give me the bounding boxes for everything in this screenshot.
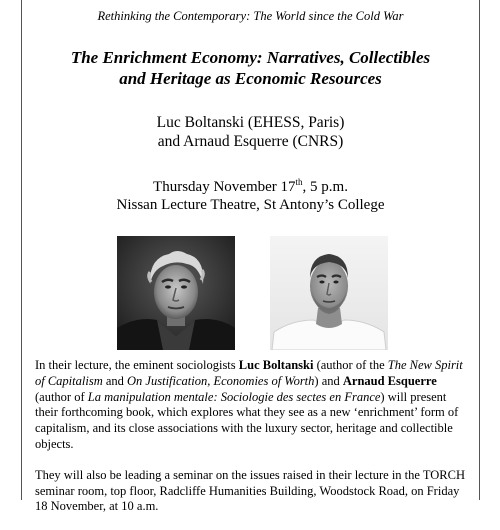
event-location [22,196,479,214]
book-title-manipulation-mentale: La manipulation mentale: Sociologie des sectes en France [87,389,381,404]
event-venue: Nissan Lecture Theatre [116,197,257,213]
lecture-title-line-1: The Enrichment Economy: Narratives, Collectibles [70,48,431,67]
speaker-line-1: Luc Boltanski (EHESS, Paris) [156,114,345,131]
paragraph1-text-1: In their lecture, the eminent sociologists [35,358,239,372]
flyer-page [21,0,480,514]
lecture-description [35,358,472,530]
speakers [22,113,479,151]
event-details [22,178,479,214]
paragraph1-text-6: ) will present their forthcoming book, which explores what they see as a new ‘enrichment’ form of capitalism, and its close associations with the luxury sector, heritage and collectible objects. [35,389,459,451]
event-date-suffix: th [295,177,303,187]
description-paragraph-2: They will also be leading a seminar on the issues raised in their lecture in the TORCH seminar room, top floor, Radcliffe Humanities Building, Woodstock Road, on Friday 18 November, at 10 a.m. [35,467,465,514]
speaker-name-esquerre: Arnaud Esquerre [342,373,437,388]
paragraph1-text-2: (author of the [313,358,388,372]
portrait-younger-man-image [270,236,388,350]
paragraph1-text-5: (author of [35,389,88,404]
event-college: , St Antony’s College [256,197,385,213]
lecture-title [22,47,479,89]
lecture-title-line-2: and Heritage as Economic Resources [119,69,382,88]
photo-luc-boltanski [117,236,235,350]
portrait-older-man-image [117,236,235,350]
paragraph1-text-4: ) and [314,373,343,388]
event-datetime [22,178,479,196]
photo-arnaud-esquerre [270,236,388,350]
event-time: , 5 p.m. [302,179,348,195]
event-date: Thursday November 17 [153,179,296,195]
speaker-name-boltanski: Luc Boltanski [238,358,314,372]
book-title-on-justification: On Justification, Economies of Worth [127,373,315,388]
description-paragraph-1 [35,358,472,453]
speaker-line-2: and Arnaud Esquerre (CNRS) [157,133,344,150]
lecture-series-name: Rethinking the Contemporary: The World since the Cold War [97,9,404,23]
book-title-new-spirit: The New Spirit of Capitalism [35,358,463,388]
paragraph1-text-3: and [102,373,128,388]
